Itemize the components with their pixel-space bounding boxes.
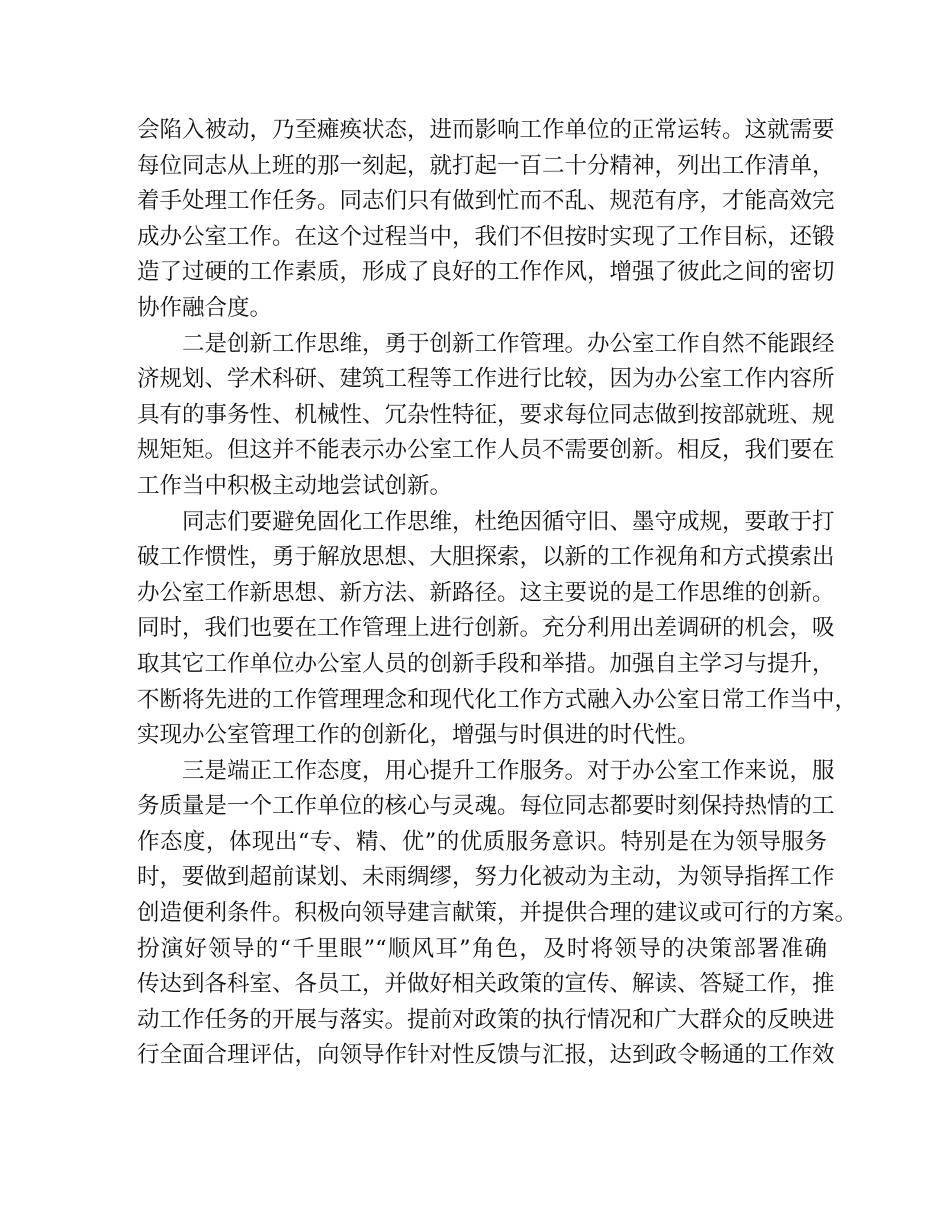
text-line: 行全面合理评估，向领导作针对性反馈与汇报，达到政令畅通的工作效	[137, 1042, 835, 1069]
paragraph-start-line: 三是端正工作态度，用心提升工作服务。对于办公室工作来说，服	[182, 757, 835, 784]
text-line: 协作融合度。	[137, 294, 273, 321]
text-line: 实现办公室管理工作的创新化，增强与时俱进的时代性。	[137, 722, 700, 749]
text-line: 办公室工作新思想、新方法、新路径。这主要说的是工作思维的创新。	[137, 579, 835, 606]
text-line: 时，要做到超前谋划、未雨绸缪，努力化被动为主动，为领导指挥工作	[137, 864, 835, 891]
text-line: 成办公室工作。在这个过程当中，我们不但按时实现了工作目标，还锻	[137, 223, 835, 250]
text-line: 作态度，体现出“专、精、优”的优质服务意识。特别是在为领导服务	[137, 828, 827, 855]
text-line: 破工作惯性，勇于解放思想、大胆探索，以新的工作视角和方式摸索出	[137, 544, 835, 571]
paragraph-start-line: 同志们要避免固化工作思维，杜绝因循守旧、墨守成规，要敢于打	[182, 508, 835, 535]
text-line: 规矩矩。但这并不能表示办公室工作人员不需要创新。相反，我们要在	[137, 437, 835, 464]
text-line: 每位同志从上班的那一刻起，就打起一百二十分精神，列出工作清单，	[137, 152, 835, 179]
text-line: 济规划、学术科研、建筑工程等工作进行比较，因为办公室工作内容所	[137, 366, 835, 393]
text-line: 具有的事务性、机械性、冗杂性特征，要求每位同志做到按部就班、规	[137, 401, 835, 428]
text-line: 扮演好领导的“千里眼”“顺风耳”角色，及时将领导的决策部署准确	[137, 935, 827, 962]
text-line: 取其它工作单位办公室人员的创新手段和举措。加强自主学习与提升，	[137, 650, 835, 677]
text-line: 造了过硬的工作素质，形成了良好的工作作风，增强了彼此之间的密切	[137, 259, 835, 286]
text-line: 同时，我们也要在工作管理上进行创新。充分利用出差调研的机会，吸	[137, 615, 835, 642]
text-line: 务质量是一个工作单位的核心与灵魂。每位同志都要时刻保持热情的工	[137, 793, 835, 820]
text-line: 传达到各科室、各员工，并做好相关政策的宣传、解读、答疑工作，推	[137, 971, 835, 998]
text-line: 会陷入被动，乃至瘫痪状态，进而影响工作单位的正常运转。这就需要	[137, 117, 835, 143]
body-text	[137, 113, 858, 1074]
text-line: 工作当中积极主动地尝试创新。	[137, 472, 453, 499]
text-line: 着手处理工作任务。同志们只有做到忙而不乱、规范有序，才能高效完	[137, 188, 835, 215]
text-line: 动工作任务的开展与落实。提前对政策的执行情况和广大群众的反映进	[137, 1006, 835, 1033]
text-line: 不断将先进的工作管理理念和现代化工作方式融入办公室日常工作当中，	[137, 686, 858, 713]
text-line: 创造便利条件。积极向领导建言献策，并提供合理的建议或可行的方案。	[137, 900, 858, 927]
paragraph-start-line: 二是创新工作思维，勇于创新工作管理。办公室工作自然不能跟经	[182, 330, 835, 357]
